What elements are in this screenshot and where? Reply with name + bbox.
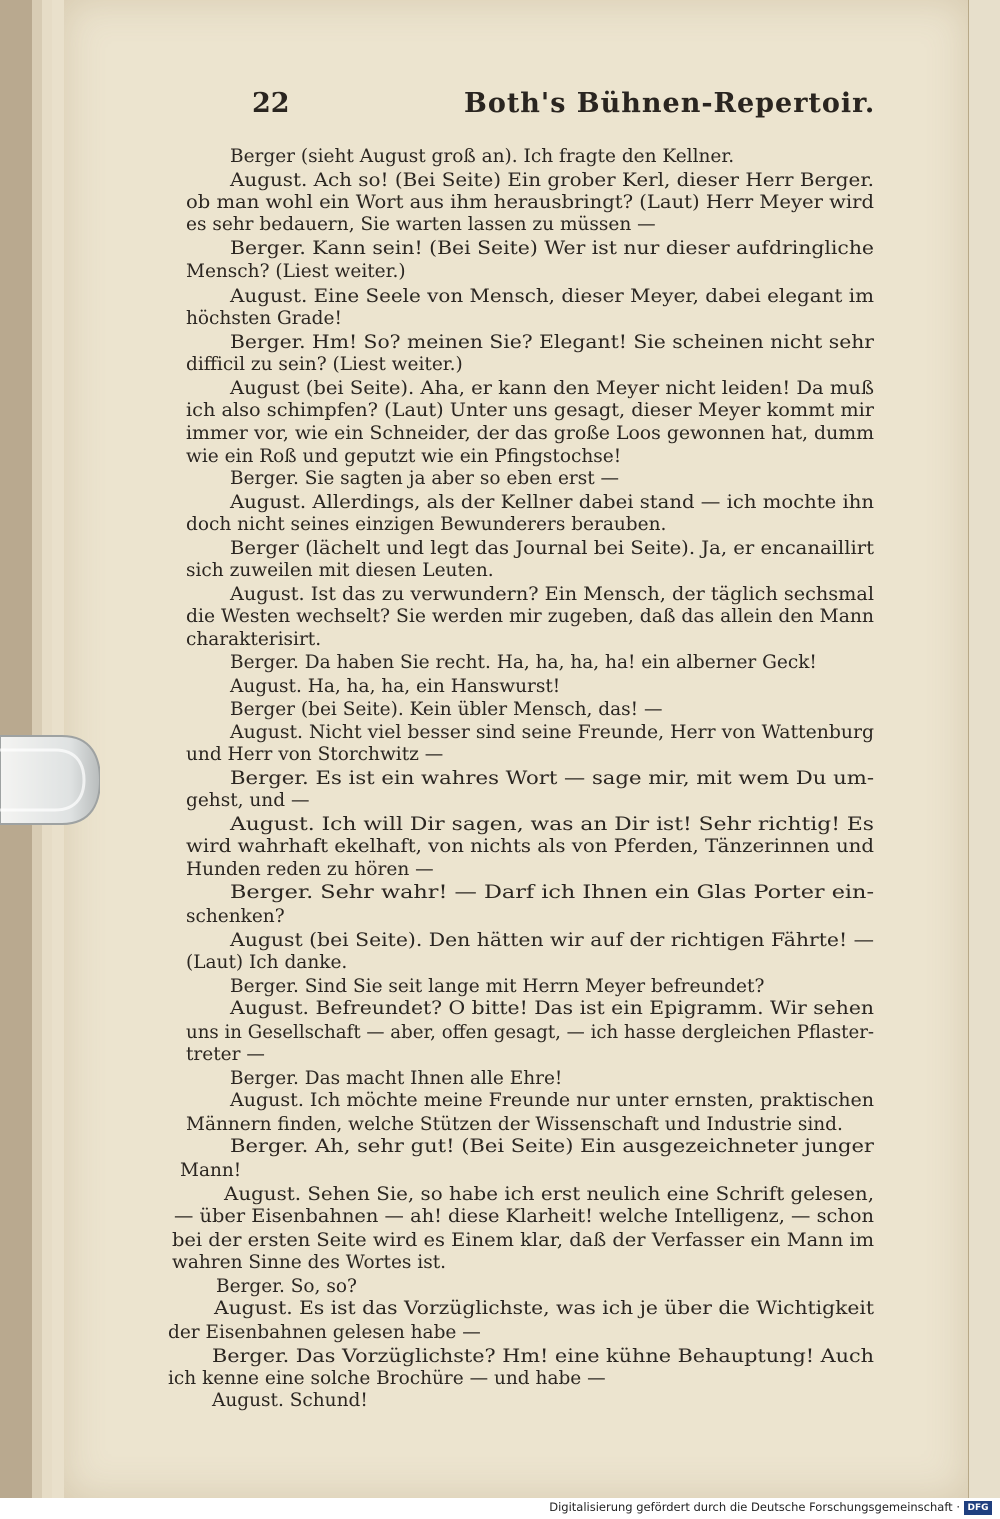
text-line: Berger. Da haben Sie recht. Ha, ha, ha, ha! ein alberner Geck! (230, 652, 817, 673)
text-line: Mann! (180, 1160, 242, 1181)
text-line: August. Befreundet? O bitte! Das ist ein Epigramm. Wir sehen (230, 998, 875, 1019)
footer-credit: Digitalisierung gefördert durch die Deutsche Forschungsgemeinschaft · (549, 1500, 960, 1514)
text-line: — über Eisenbahnen — ah! diese Klarheit! welche Intelligenz, — schon (174, 1206, 874, 1227)
text-line: August. Es ist das Vorzüglichste, was ich je über die Wichtigkeit (214, 1298, 874, 1319)
dfg-logo: DFG (964, 1501, 992, 1515)
text-line: Berger (bei Seite). Kein übler Mensch, das! — (230, 699, 663, 720)
text-line: ich kenne eine solche Brochüre — und habe — (168, 1368, 606, 1389)
text-line: Hunden reden zu hören — (186, 859, 434, 880)
text-line: Berger. Sehr wahr! — Darf ich Ihnen ein Glas Porter ein- (230, 882, 874, 903)
text-line: August. Ach so! (Bei Seite) Ein grober Kerl, dieser Herr Berger. (230, 170, 874, 191)
text-line: August. Ha, ha, ha, ein Hanswurst! (230, 676, 561, 697)
text-line: sich zuweilen mit diesen Leuten. (186, 560, 494, 581)
text-line: wie ein Roß und geputzt wie ein Pfingstochse! (186, 446, 622, 467)
page-tab-marker-icon (0, 730, 100, 830)
text-line: Berger. Hm! So? meinen Sie? Elegant! Sie scheinen nicht sehr (230, 332, 874, 353)
page-number: 22 (252, 88, 290, 119)
text-line: Berger. Sind Sie seit lange mit Herrn Meyer befreundet? (230, 976, 765, 997)
text-line: gehst, und — (186, 790, 310, 811)
text-line: ob man wohl ein Wort aus ihm herausbringt? (Laut) Herr Meyer wird (186, 192, 874, 213)
text-line: wahren Sinne des Wortes ist. (172, 1252, 447, 1273)
text-line: Berger. Ah, sehr gut! (Bei Seite) Ein ausgezeichneter junger (230, 1136, 874, 1157)
text-line: uns in Gesellschaft — aber, offen gesagt, — ich hasse dergleichen Pflaster- (186, 1022, 874, 1043)
text-line: August (bei Seite). Aha, er kann den Meyer nicht leiden! Da muß (230, 378, 874, 399)
text-line: Berger. Es ist ein wahres Wort — sage mir, mit wem Du um- (230, 768, 874, 789)
text-line: die Westen wechselt? Sie werden mir zugeben, daß das allein den Mann (186, 606, 875, 627)
text-line: Berger. So, so? (216, 1276, 357, 1297)
text-line: Berger. Kann sein! (Bei Seite) Wer ist nur dieser aufdringliche (230, 238, 874, 259)
text-line: wird wahrhaft ekelhaft, von nichts als von Pferden, Tänzerinnen und (186, 836, 874, 857)
text-line: Berger. Das Vorzüglichste? Hm! eine kühne Behauptung! Auch (212, 1346, 874, 1367)
text-block (168, 146, 876, 1411)
footer-bar (0, 1498, 1000, 1519)
text-line: August. Eine Seele von Mensch, dieser Meyer, dabei elegant im (230, 286, 874, 307)
text-line: doch nicht seines einzigen Bewunderers berauben. (186, 514, 667, 535)
text-line: August. Nicht viel besser sind seine Freunde, Herr von Wattenburg (230, 722, 874, 743)
text-line: (Laut) Ich danke. (186, 952, 348, 973)
running-head-title: Both's Bühnen-Repertoir. (464, 88, 876, 119)
text-line: Männern finden, welche Stützen der Wissenschaft und Industrie sind. (186, 1114, 843, 1135)
text-line: bei der ersten Seite wird es Einem klar, daß der Verfasser ein Mann im (172, 1230, 874, 1251)
text-line: August. Schund! (212, 1390, 368, 1411)
text-line: ich also schimpfen? (Laut) Unter uns gesagt, dieser Meyer kommt mir (186, 400, 874, 421)
text-line: Berger (lächelt und legt das Journal bei Seite). Ja, er encanaillirt (230, 538, 874, 559)
text-line: immer vor, wie ein Schneider, der das große Loos gewonnen hat, dumm (186, 423, 874, 444)
text-line: August. Allerdings, als der Kellner dabei stand — ich mochte ihn (230, 492, 874, 513)
page-edge-right (968, 0, 1000, 1498)
text-line: Berger. Das macht Ihnen alle Ehre! (230, 1068, 563, 1089)
text-line: August. Ist das zu verwundern? Ein Mensch, der täglich sechsmal (230, 584, 874, 605)
text-line: August. Ich möchte meine Freunde nur unter ernsten, praktischen (230, 1090, 874, 1111)
text-line: August. Ich will Dir sagen, was an Dir ist! Sehr richtig! Es (230, 814, 874, 835)
text-line: schenken? (186, 906, 285, 927)
text-line: treter — (186, 1044, 265, 1065)
text-line: Mensch? (Liest weiter.) (186, 261, 406, 282)
text-line: höchsten Grade! (186, 308, 342, 329)
text-line: und Herr von Storchwitz — (186, 744, 444, 765)
text-line: charakterisirt. (186, 629, 322, 650)
text-line: der Eisenbahnen gelesen habe — (168, 1322, 481, 1343)
text-line: Berger. Sie sagten ja aber so eben erst — (230, 468, 620, 489)
text-line: August (bei Seite). Den hätten wir auf der richtigen Fährte! — (230, 930, 874, 951)
text-line: es sehr bedauern, Sie warten lassen zu müssen — (186, 214, 656, 235)
text-line: difficil zu sein? (Liest weiter.) (186, 354, 463, 375)
text-line: Berger (sieht August groß an). Ich fragte den Kellner. (230, 146, 735, 167)
running-head (184, 88, 944, 124)
text-line: August. Sehen Sie, so habe ich erst neulich eine Schrift gelesen, (224, 1184, 874, 1205)
